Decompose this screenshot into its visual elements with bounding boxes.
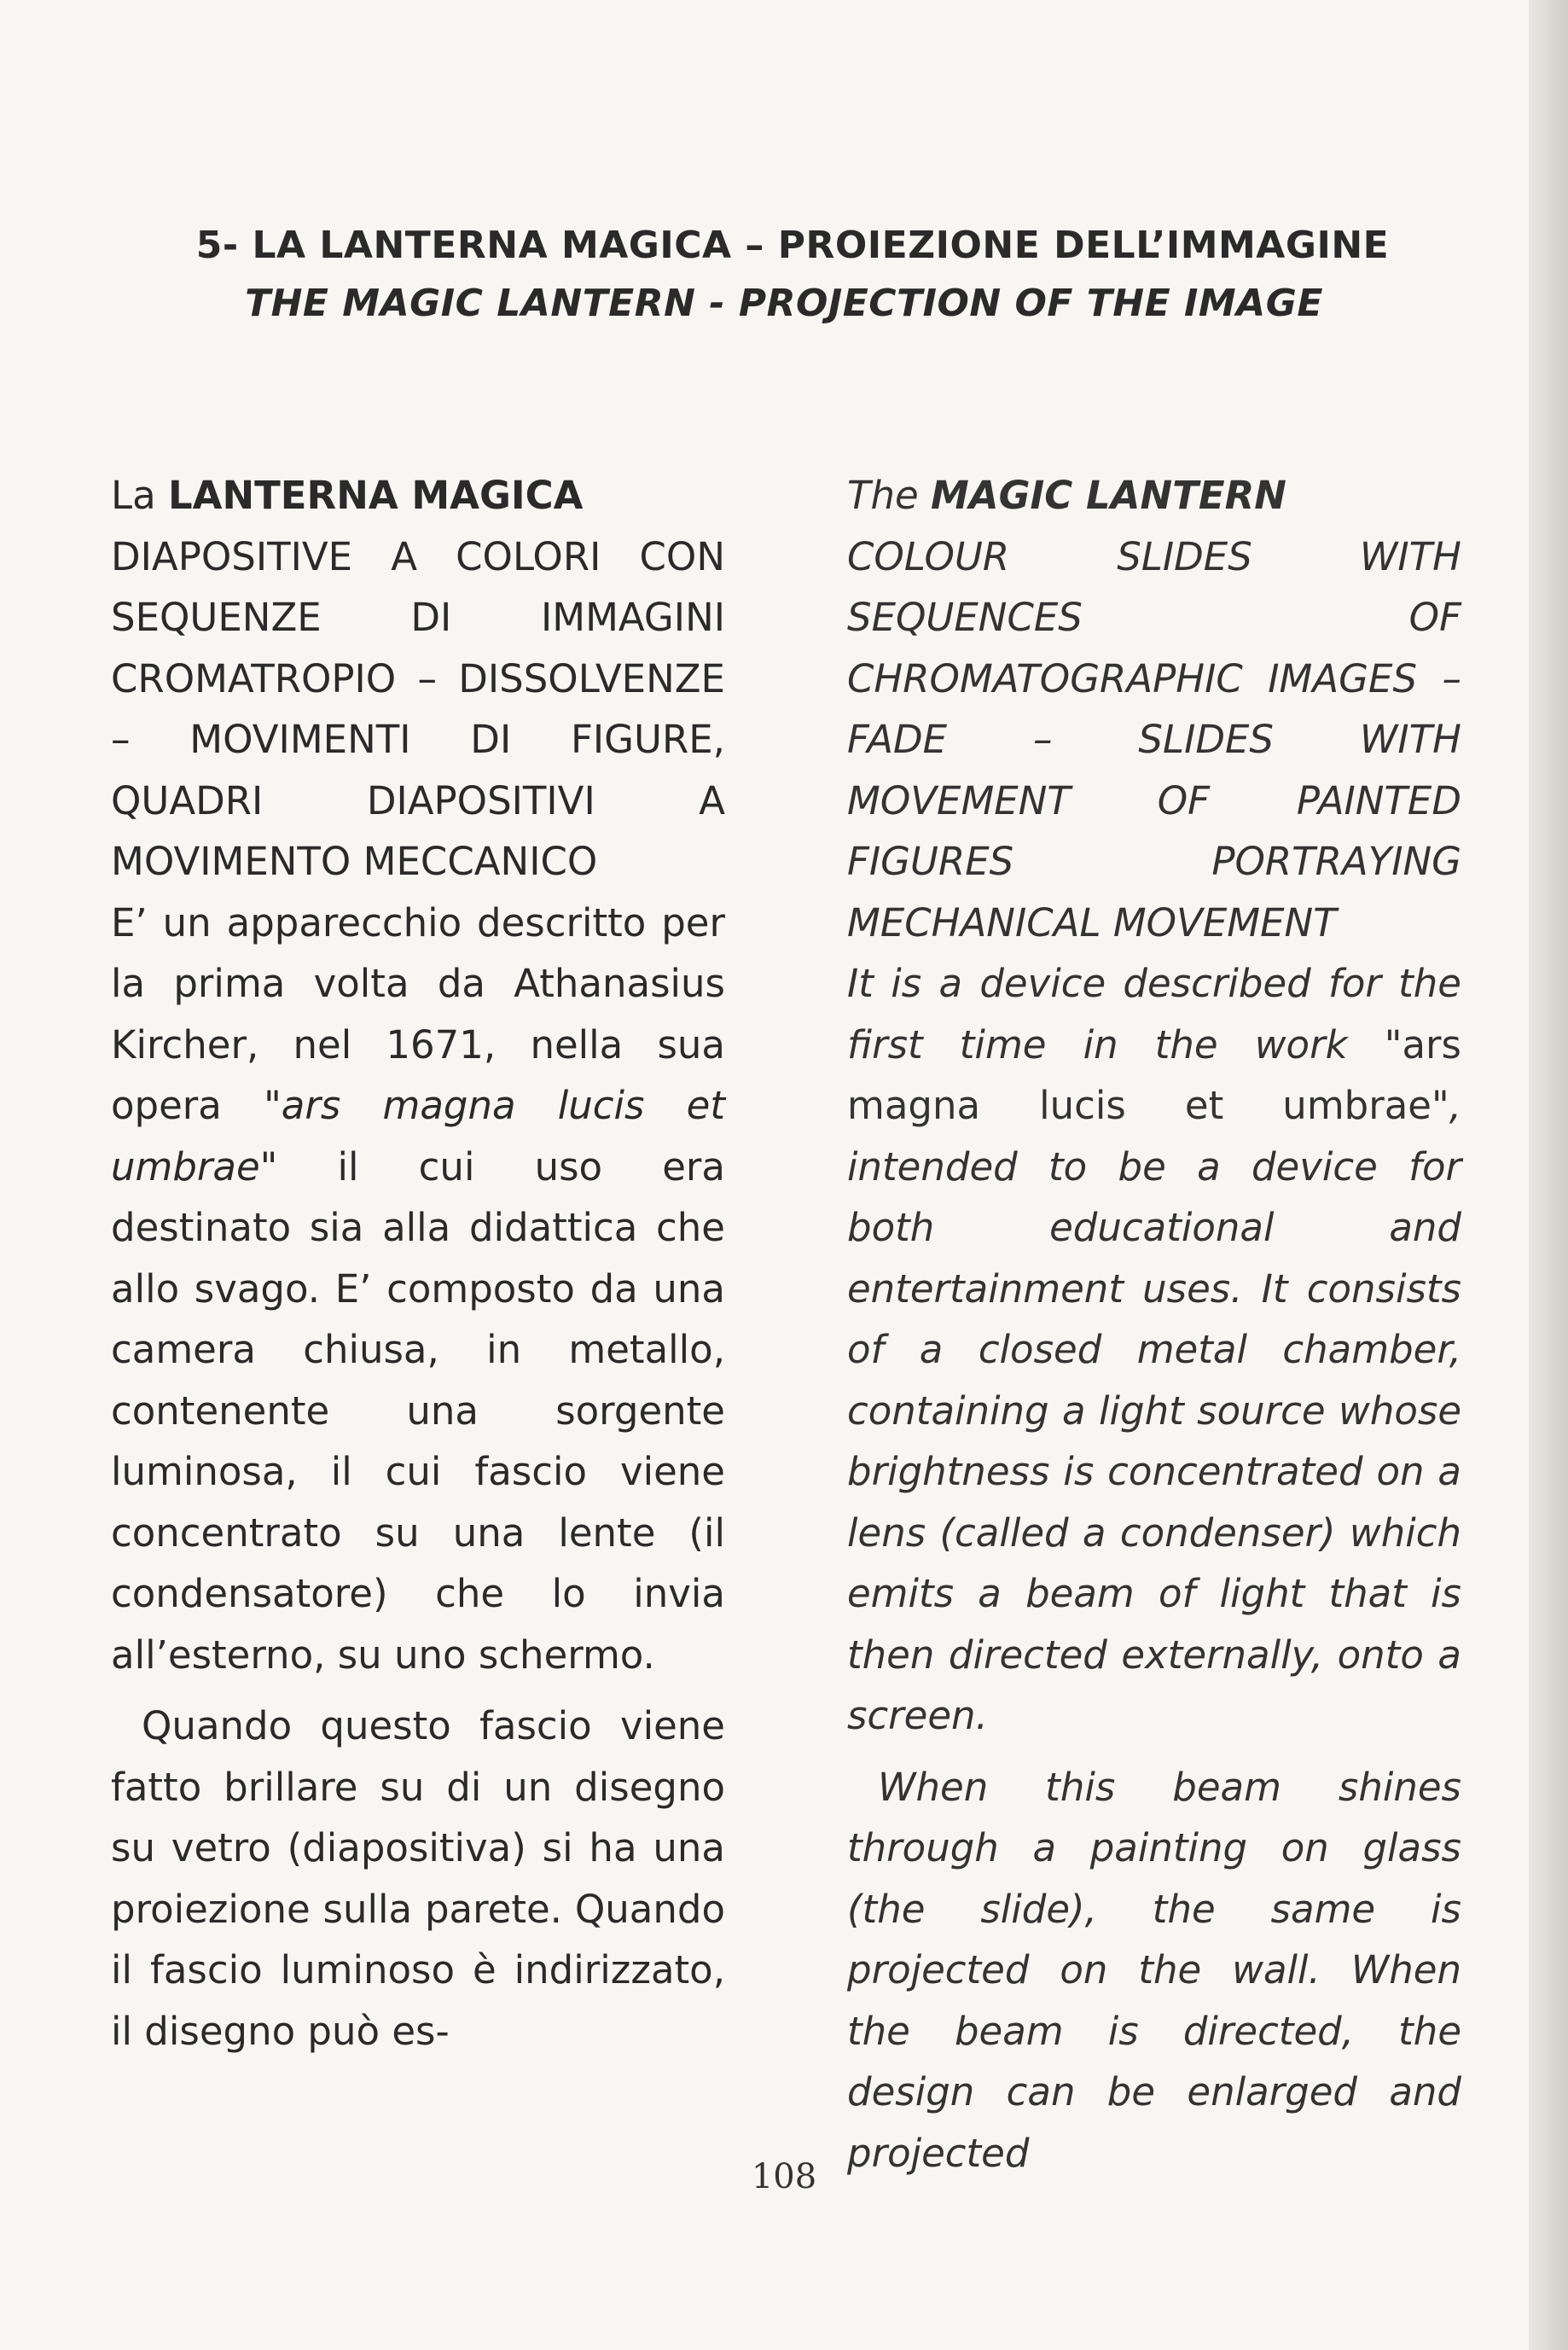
english-paragraph-1-end: , intended to be a device for both educational and entertainment uses. It consists of a closed metal chamber, containing a light source whose brightness is concentrated on a lens (called a condenser) which emits a beam of light that is then directed externally, onto a screen. [847,1083,1461,1738]
english-paragraph-2: When this beam shines through a painting on glass (the slide), the same is projected on the wall. When the beam is directed, the design can be enlarged and projected [847,1764,1461,2176]
italian-paragraph-1-start: E’ un apparecchio descritto per la prima volta da Athanasius Kircher, nel 1671, nella sua opera [111,899,725,1128]
english-lead-title: MAGIC LANTERN [931,473,1286,518]
english-paragraph-1 [847,953,1461,1747]
page-number: 108 [751,2157,817,2196]
english-caps-description: COLOUR SLIDES WITH SEQUENCES OF CHROMATOGRAPHIC IMAGES – FADE – SLIDES WITH MOVEMENT OF PAINTED FIGURES PORTRAYING MECHANICAL MOVEMENT [847,533,1461,945]
italian-paragraph-1 [111,893,725,1686]
english-work-title: "ars magna lucis et umbrae" [847,1021,1461,1128]
italian-work-title: "ars magna lucis et umbrae" [111,1083,725,1190]
italian-caps-description: DIAPOSITIVE A COLORI CON SEQUENZE DI IMMAGINI CROMATROPIO – DISSOLVENZE – MOVIMENTI DI FIGURE, QUADRI DIAPOSITIVI A MOVIMENTO MECCANICO [111,533,725,884]
italian-paragraph-2: Quando questo fascio viene fatto brillare su di un disegno su vetro (diapositiva) si ha una proiezione sulla parete. Quando il fascio luminoso è indirizzato, il disegno può es- [111,1703,725,2054]
english-column [847,465,1461,2184]
italian-lead-prefix: La [111,473,168,518]
chapter-title-english: THE MAGIC LANTERN - PROJECTION OF THE IMAGE [245,282,1323,325]
page-edge-shadow [1529,0,1568,2350]
chapter-title-italian: 5- LA LANTERNA MAGICA – PROIEZIONE DELL’IMMAGINE [195,224,1390,267]
italian-lead-title: LANTERNA MAGICA [167,473,584,518]
english-lead-prefix: The [847,473,931,518]
english-lead [847,465,1461,526]
italian-paragraph-1-end: il cui uso era destinato sia alla didattica che allo svago. E’ composto da una camera chiusa, in metallo, contenente una sorgente luminosa, il cui fascio viene concentrato su una lente (il condensatore) che lo invia all’esterno, su uno schermo. [111,1143,725,1678]
italian-lead [111,465,725,526]
italian-column [111,465,725,2062]
english-paragraph-1-start: It is a device described for the first time in the work [847,961,1461,1067]
